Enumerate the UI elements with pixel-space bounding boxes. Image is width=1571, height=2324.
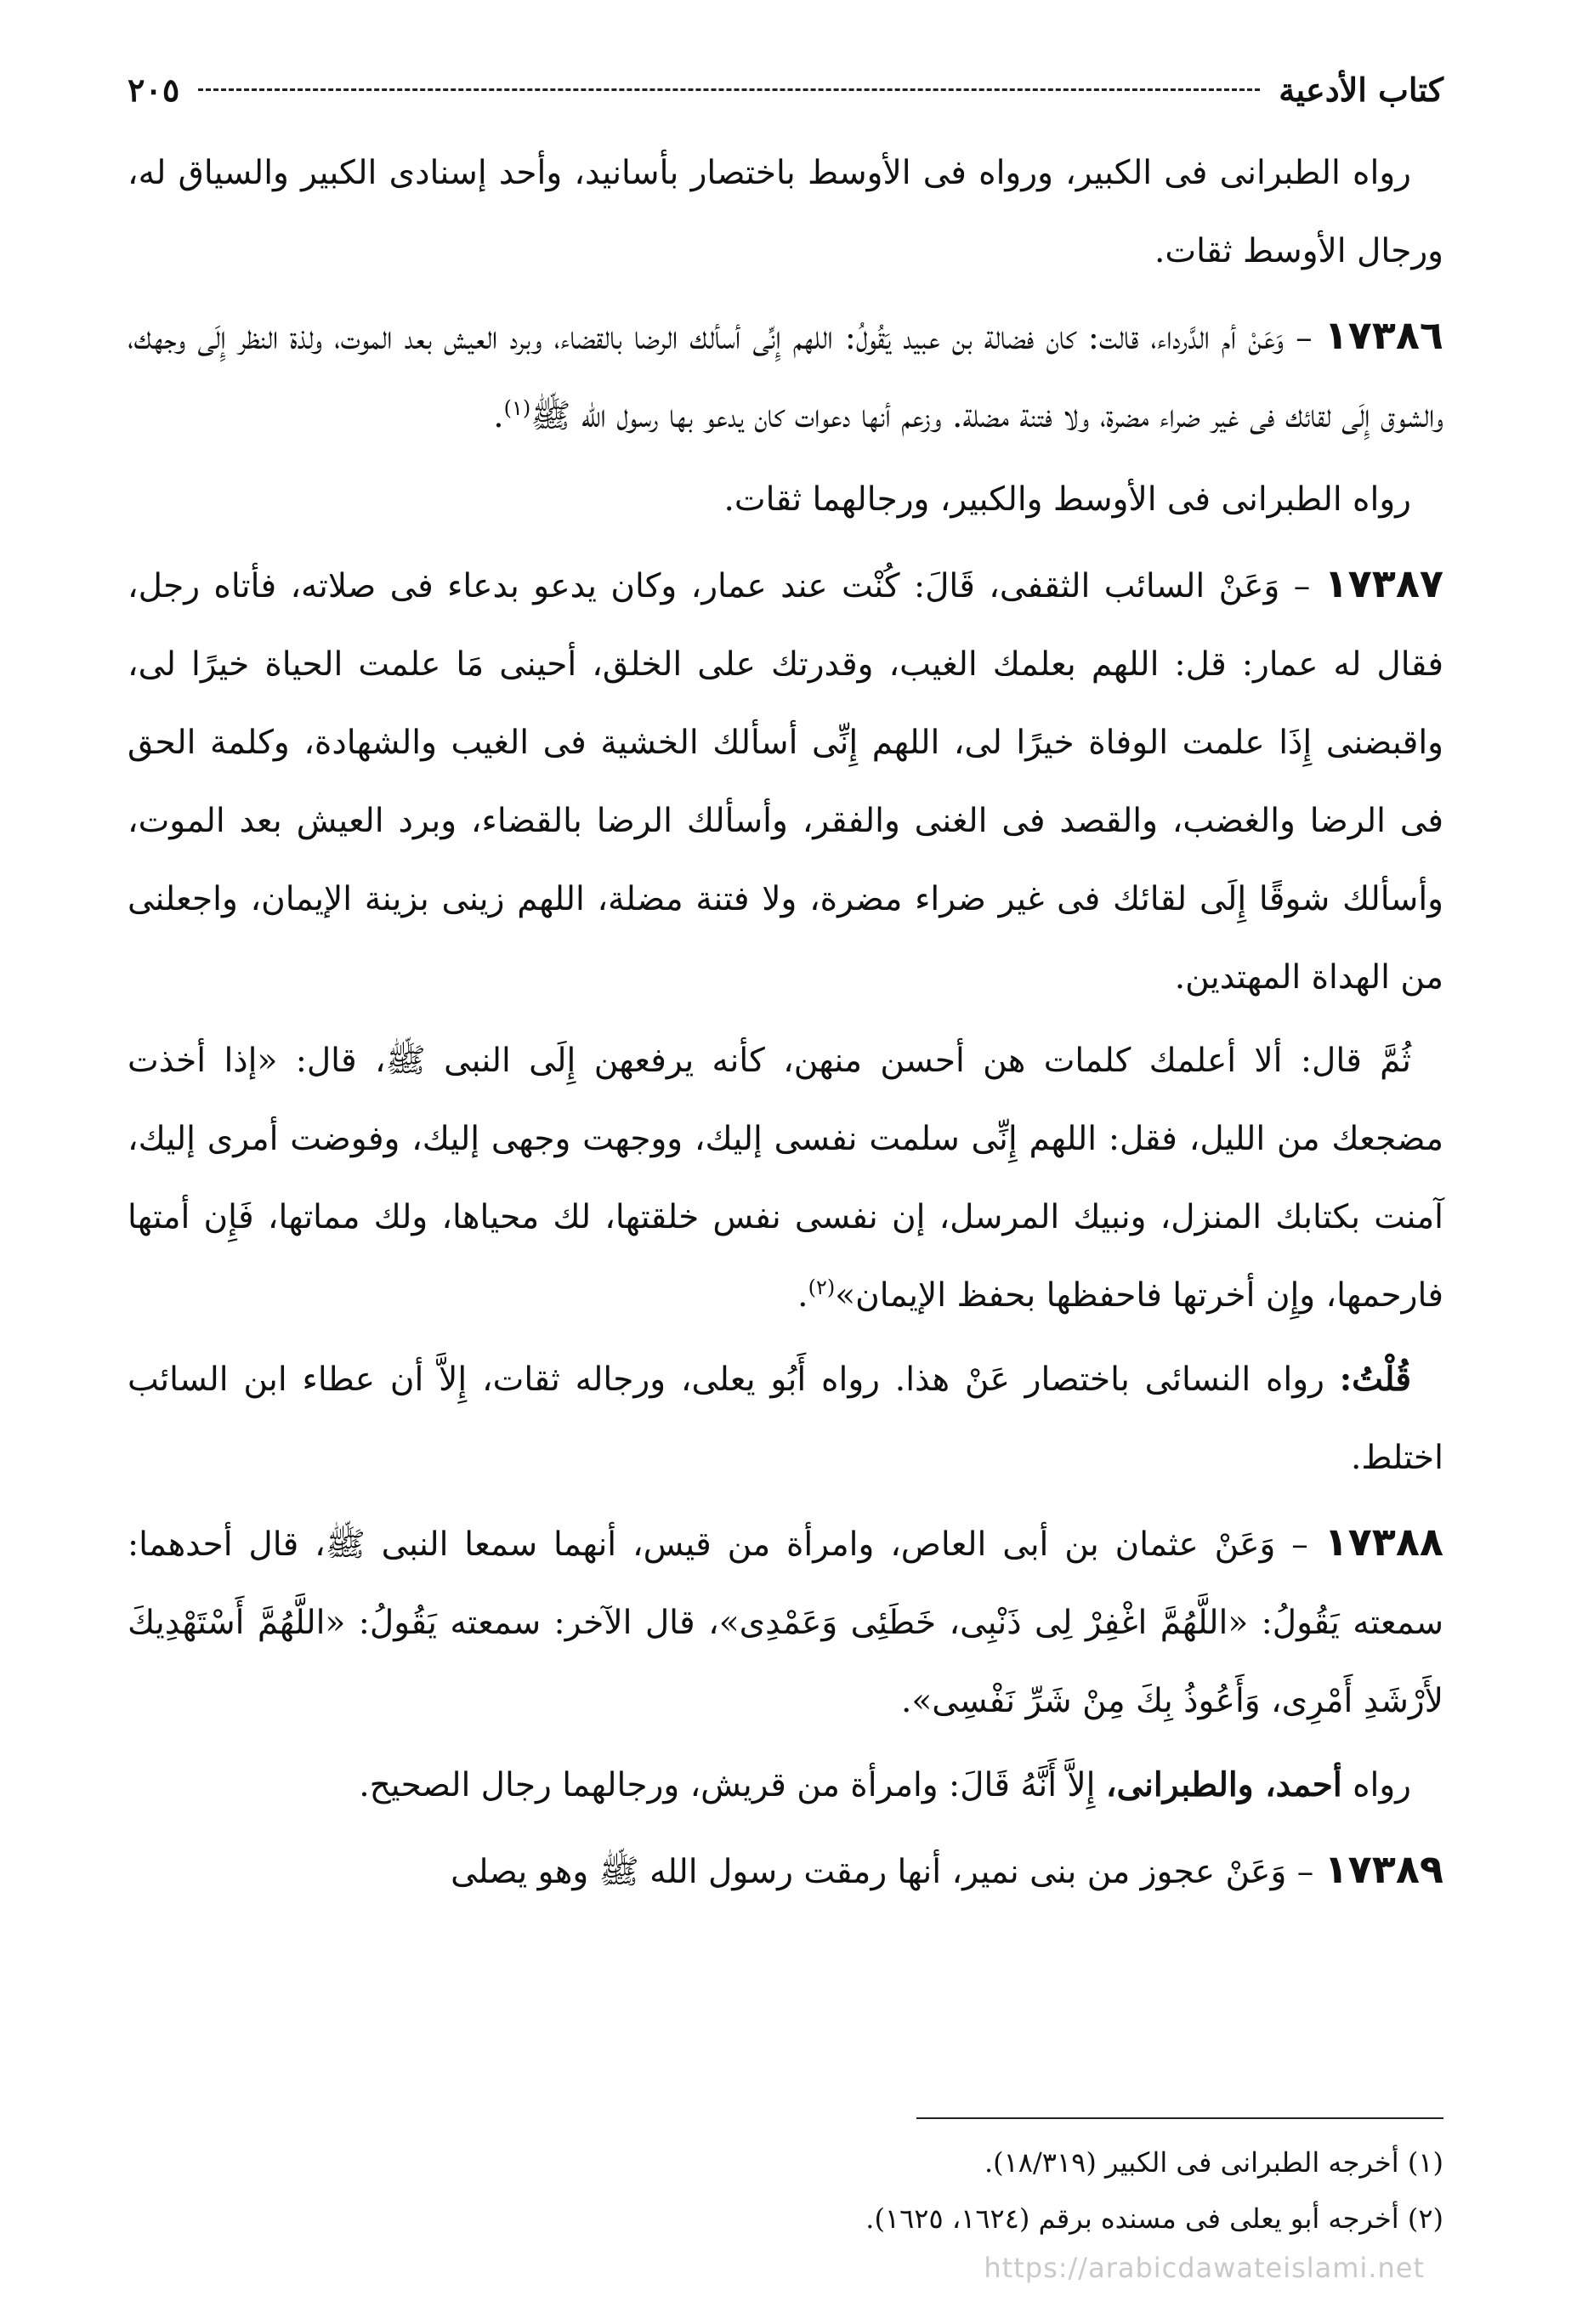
- watermark-url: https://arabicdawateislami.net: [984, 2252, 1425, 2284]
- chapter-title: كتاب الأدعية: [1279, 70, 1443, 109]
- paragraph-text: رواه الطبرانى فى الأوسط والكبير، ورجالهما ثقات.: [723, 480, 1411, 519]
- footnotes: [128, 2134, 1443, 2247]
- hadith-number: ١٧٣٨٧: [1324, 560, 1443, 606]
- paragraph-text: إِلاَّ أَنَّهُ قَالَ: وامرأة من قريش، ورجالهما رجال الصحيح.: [359, 1766, 1096, 1804]
- hadith-17386: [128, 296, 1443, 456]
- footnote-ref-1[interactable]: (١): [503, 396, 531, 420]
- paragraph-commentary: [128, 134, 1443, 291]
- note-lead: قُلْتُ:: [1339, 1360, 1411, 1399]
- footnote-1: (١) أخرجه الطبرانى فى الكبير (١٨/٣١٩).: [984, 2146, 1443, 2179]
- narrators-bold: أحمد، والطبرانى،: [1105, 1765, 1342, 1804]
- paragraph-note: [128, 1340, 1443, 1497]
- footnote-ref-2[interactable]: (٢): [808, 1276, 836, 1299]
- paragraph-text: رواه النسائى باختصار عَنْ هذا. رواه أَبُو يعلى، ورجاله ثقات، إِلاَّ أن عطاء ابن السائب اختلط.: [128, 1361, 1443, 1477]
- book-page: [128, 60, 1443, 2270]
- running-header: [128, 60, 1443, 119]
- paragraph-commentary: [128, 1746, 1443, 1825]
- hadith-number: ١٧٣٨٨: [1324, 1519, 1443, 1565]
- hadith-text: – وَعَنْ السائب الثقفى، قَالَ: كُنْت عند عمار، وكان يدعو بدعاء فى صلاته، فأتاه رجل، فقال له عمار: قل: اللهم بعلمك الغيب، وقدرتك على الخلق، أحينى مَا علمت الحياة خيرًا لى، واقبضنى إِذَا علمت الوفاة خيرًا لى، اللهم إِنِّى أسألك الخشية فى الغيب والشهادة، وكلمة الحق فى الرضا والغضب، والقصد فى الغنى والفقر، وأسألك الرضا بالقضاء، وبرد العيش بعد الموت، وأسألك شوقًا إِلَى لقائك فى غير ضراء مضرة، ولا فتنة مضلة، اللهم زينى بزينة الإيمان، واجعلنى من الهداة المهتدين.: [128, 567, 1443, 997]
- hadith-number: ١٧٣٨٦: [1324, 312, 1443, 358]
- hadith-17387: [128, 544, 1443, 1017]
- header-dashed-rule: [198, 88, 1260, 91]
- hadith-17389: [128, 1830, 1443, 1912]
- footnote-separator: [916, 2117, 1443, 2119]
- hadith-text: – وَعَنْ أم الدَّرداء، قالت: كان فضالة بن عبيد يَقُولُ: اللهم إِنِّى أسألك الرضا بالقضاء، وبرد العيش بعد الموت، ولذة النظر إِلَى وجهك، والشوق إِلَى لقائك فى غير ضراء مضرة، ولا فتنة مضلة. وزعم أنها دعوات كان يدعو بها رسول الله ﷺ: [128, 319, 1443, 435]
- sentence-end: .: [797, 1276, 808, 1315]
- paragraph-continuation: [128, 1022, 1443, 1335]
- main-text: [128, 134, 1443, 1912]
- hadith-text: – وَعَنْ عجوز من بنى نمير، أنها رمقت رسول الله ﷺ وهو يصلى: [451, 1853, 1314, 1891]
- paragraph-text: رواه الطبرانى فى الكبير، ورواه فى الأوسط باختصار بأسانيد، وأحد إسنادى الكبير والسياق له، ورجال الأوسط ثقات.: [128, 154, 1443, 270]
- paragraph-text: ثُمَّ قال: ألا أعلمك كلمات هن أحسن منهن، كأنه يرفعهن إِلَى النبى ﷺ، قال: «إذا أخذت مضجعك من الليل، فقل: اللهم إِنِّى سلمت نفسى إليك، ووجهت وجهى إليك، وفوضت أمرى إليك، آمنت بكتابك المنزل، ونبيك المرسل، إن نفسى نفس خلقتها، لك محياها، ولك مماتها، فَإِن أمتها فارحمها، وإِن أخرتها فاحفظها بحفظ الإيمان»: [128, 1042, 1443, 1315]
- paragraph-commentary: [128, 461, 1443, 539]
- sentence-end: .: [493, 397, 504, 435]
- hadith-text: – وَعَنْ عثمان بن أبى العاص، وامرأة من قيس، أنهما سمعا النبى ﷺ، قال أحدهما: سمعته يَقُولُ: «اللَّهُمَّ اغْفِرْ لِى ذَنْبِى، خَطَئِى وَعَمْدِى»، قال الآخر: سمعته يَقُولُ: «اللَّهُمَّ أَسْتَهْدِيكَ لأَرْشَدِ أَمْرِى، وَأَعُوذُ بِكَ مِنْ شَرِّ نَفْسِى».: [128, 1526, 1443, 1720]
- hadith-number: ١٧٣٨٩: [1324, 1846, 1443, 1892]
- page-number: ٢٠٥: [128, 70, 180, 109]
- paragraph-lead: رواه: [1353, 1766, 1411, 1804]
- hadith-17388: [128, 1503, 1443, 1741]
- footnote-2: (٢) أخرجه أبو يعلى فى مسنده برقم (١٦٢٤، ١٦٢٥).: [865, 2202, 1443, 2235]
